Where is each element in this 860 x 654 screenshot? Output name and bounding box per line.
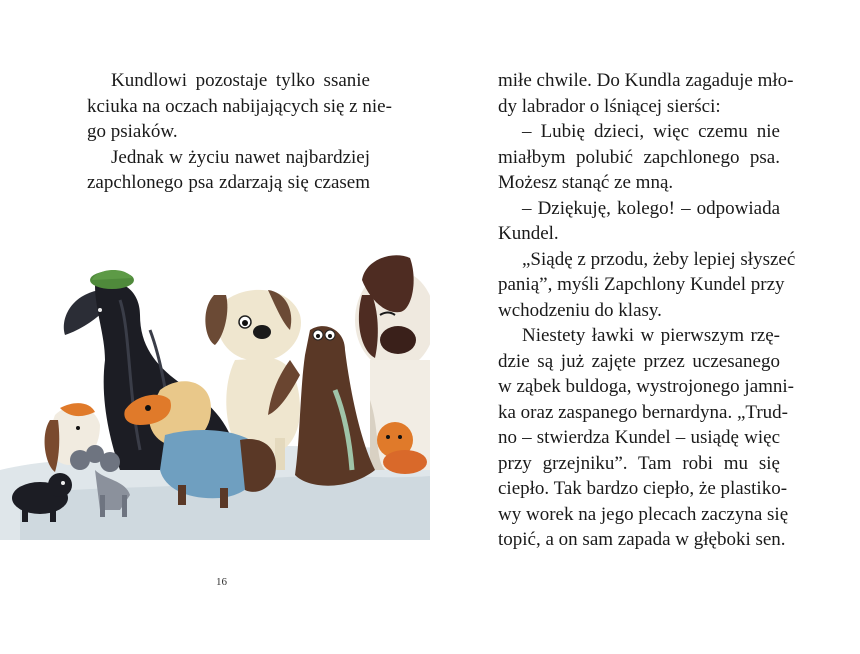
text-line: wy worek na jego plecach zaczyna się (498, 503, 789, 525)
left-paragraph-2 (87, 145, 370, 196)
page-number: 16 (216, 576, 227, 588)
text-line: – Lubię dzieci, więc czemu nie (522, 121, 780, 142)
right-text-block (498, 68, 796, 553)
text-line: miłe chwile. Do Kundla zagaduje mło- (498, 70, 794, 91)
right-page (430, 0, 860, 654)
text-line: – Dziękuję, kolego! – odpowiada (522, 197, 780, 219)
text-line: Kundlowi pozostaje tylko ssanie (111, 70, 370, 91)
text-line: dy labrador o lśniącej sierści: (498, 95, 721, 117)
text-line: dzie są już zajęte przez uczesanego (498, 350, 780, 372)
text-line: ciepło. Tak bardzo ciepło, że plastiko- (498, 478, 788, 499)
text-line: kciuka na oczach nabijających się z nie- (87, 95, 392, 117)
text-line: panią”, myśli Zapchlony Kundel przy (498, 274, 785, 295)
text-line: wchodzeniu do klasy. (498, 299, 662, 321)
right-paragraph-3 (498, 196, 780, 247)
text-line: ka oraz zaspanego bernardyna. „Trud- (498, 401, 788, 423)
text-line: w ząbek buldoga, wystrojonego jamni- (498, 376, 795, 397)
text-line: miałbym polubić zapchlonego psa. (498, 146, 780, 168)
left-paragraph-1 (87, 68, 392, 145)
right-paragraph-1 (498, 68, 794, 119)
text-line: Możesz stanąć ze mną. (498, 172, 674, 193)
left-text-block (87, 68, 392, 196)
text-line: „Siądę z przodu, żeby lepiej słyszeć (522, 248, 796, 270)
text-line: Kundel. (498, 223, 559, 244)
text-line: Jednak w życiu nawet najbardziej (111, 146, 370, 168)
right-paragraph-4 (498, 247, 796, 324)
text-line: Niestety ławki w pierwszym rzę- (522, 325, 780, 346)
text-line: topić, a on sam zapada w głęboki sen. (498, 529, 786, 550)
right-paragraph-5 (498, 323, 795, 553)
text-line: go psiaków. (87, 121, 178, 142)
right-paragraph-2 (498, 119, 780, 196)
dogs-illustration (0, 240, 430, 540)
text-line: przy grzejniku”. Tam robi mu się (498, 452, 780, 474)
text-line: no – stwierdza Kundel – usiądę więc (498, 427, 780, 448)
text-line: zapchlonego psa zdarzają się czasem (87, 172, 370, 193)
